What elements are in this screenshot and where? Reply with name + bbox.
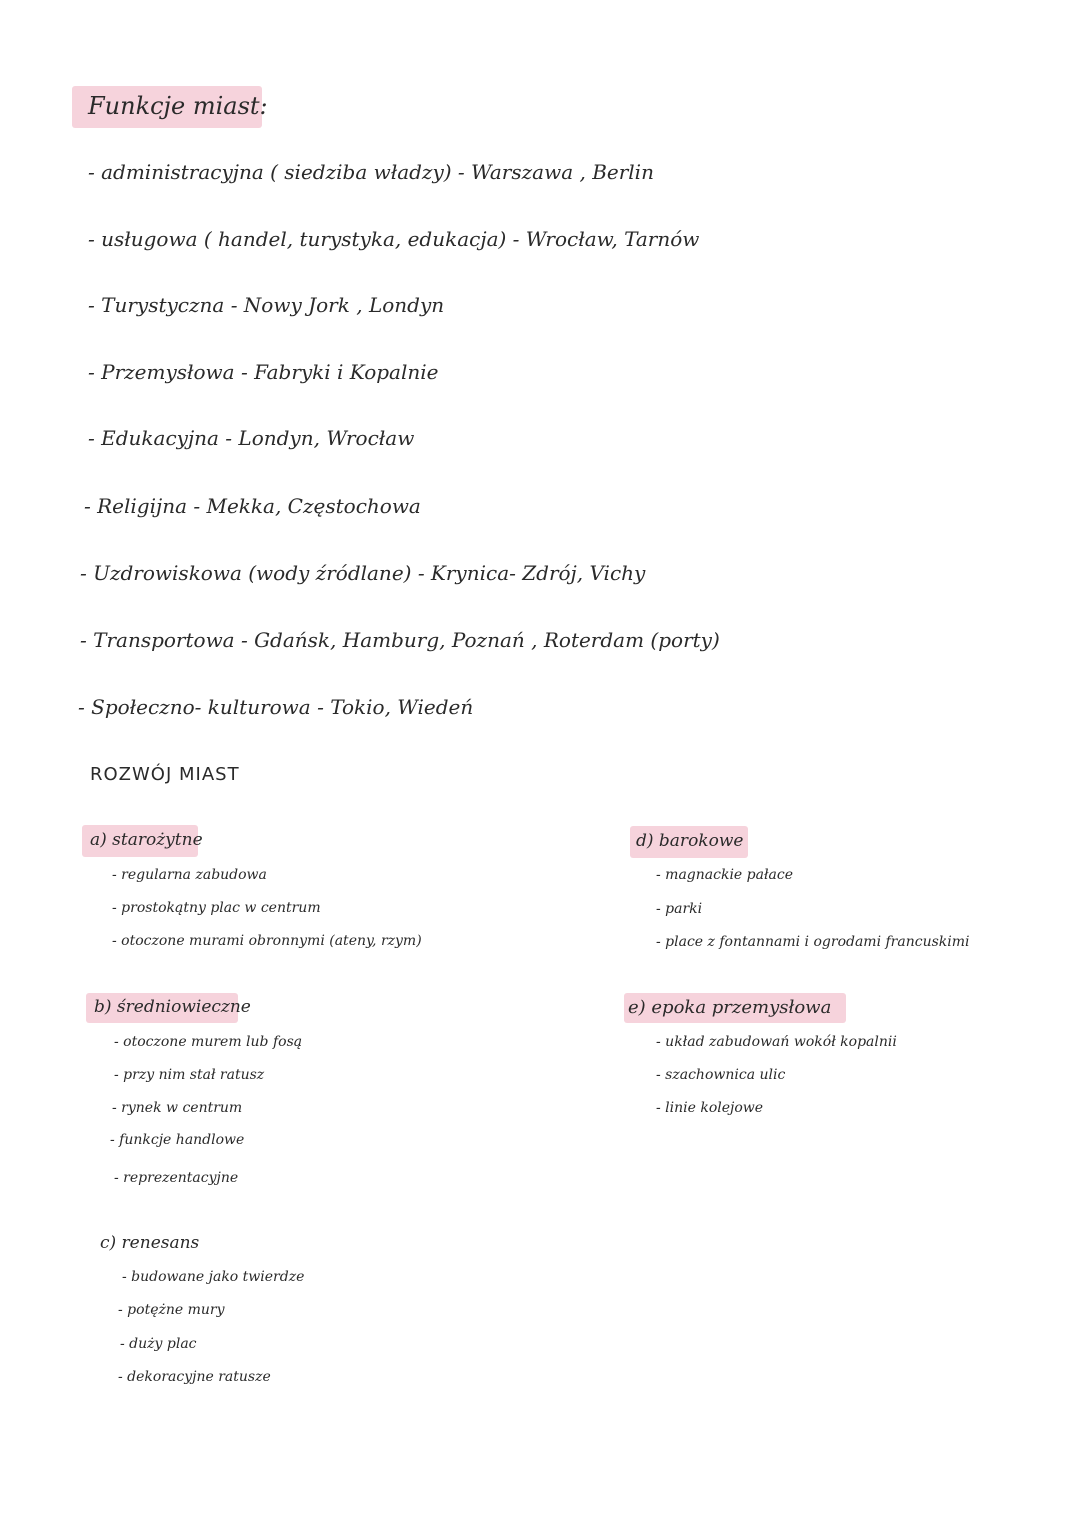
period-d-item: - parki (656, 901, 703, 917)
section-title: ROZWÓJ MIAST (90, 764, 240, 785)
function-item: - Edukacyjna - Londyn, Wrocław (88, 426, 415, 450)
period-c-item: - potężne mury (118, 1302, 225, 1318)
period-a-item: - otoczone murami obronnymi (ateny, rzym) (112, 933, 422, 949)
period-d-item: - magnackie pałace (656, 867, 793, 883)
period-d-item: - place z fontannami i ogrodami francuskimi (656, 934, 970, 950)
period-e-item: - szachownica ulic (656, 1067, 786, 1083)
period-a-item: - prostokątny plac w centrum (112, 900, 321, 916)
period-e-label: e) epoka przemysłowa (628, 997, 832, 1018)
function-item: - Społeczno- kulturowa - Tokio, Wiedeń (78, 695, 474, 719)
function-item: - Uzdrowiskowa (wody źródlane) - Krynica- Zdrój, Vichy (80, 561, 646, 585)
period-b-item: - otoczone murem lub fosą (114, 1034, 303, 1050)
function-item: - Turystyczna - Nowy Jork , Londyn (88, 293, 445, 317)
period-b-item: - rynek w centrum (112, 1100, 243, 1116)
period-c-item: - duży plac (120, 1336, 197, 1352)
period-b-item: - reprezentacyjne (114, 1170, 239, 1186)
period-c-item: - budowane jako twierdze (122, 1269, 305, 1285)
period-b-item: - funkcje handlowe (110, 1132, 245, 1148)
period-a-label: a) starożytne (90, 830, 203, 850)
period-b-label: b) średniowieczne (94, 997, 251, 1017)
period-c-item: - dekoracyjne ratusze (118, 1369, 271, 1385)
period-d-label: d) barokowe (636, 831, 744, 851)
period-c-label: c) renesans (100, 1233, 200, 1253)
period-e-item: - układ zabudowań wokół kopalnii (656, 1034, 897, 1050)
period-e-item: - linie kolejowe (656, 1100, 764, 1116)
function-item: - administracyjna ( siedziba władzy) - Warszawa , Berlin (88, 160, 654, 184)
function-item: - Przemysłowa - Fabryki i Kopalnie (88, 360, 439, 384)
period-a-item: - regularna zabudowa (112, 867, 267, 883)
function-item: - usługowa ( handel, turystyka, edukacja) - Wrocław, Tarnów (88, 227, 700, 251)
function-item: - Transportowa - Gdańsk, Hamburg, Poznań , Roterdam (porty) (80, 628, 720, 652)
page-title: Funkcje miast: (88, 92, 268, 120)
period-b-item: - przy nim stał ratusz (114, 1067, 265, 1083)
function-item: - Religijna - Mekka, Częstochowa (84, 494, 421, 518)
